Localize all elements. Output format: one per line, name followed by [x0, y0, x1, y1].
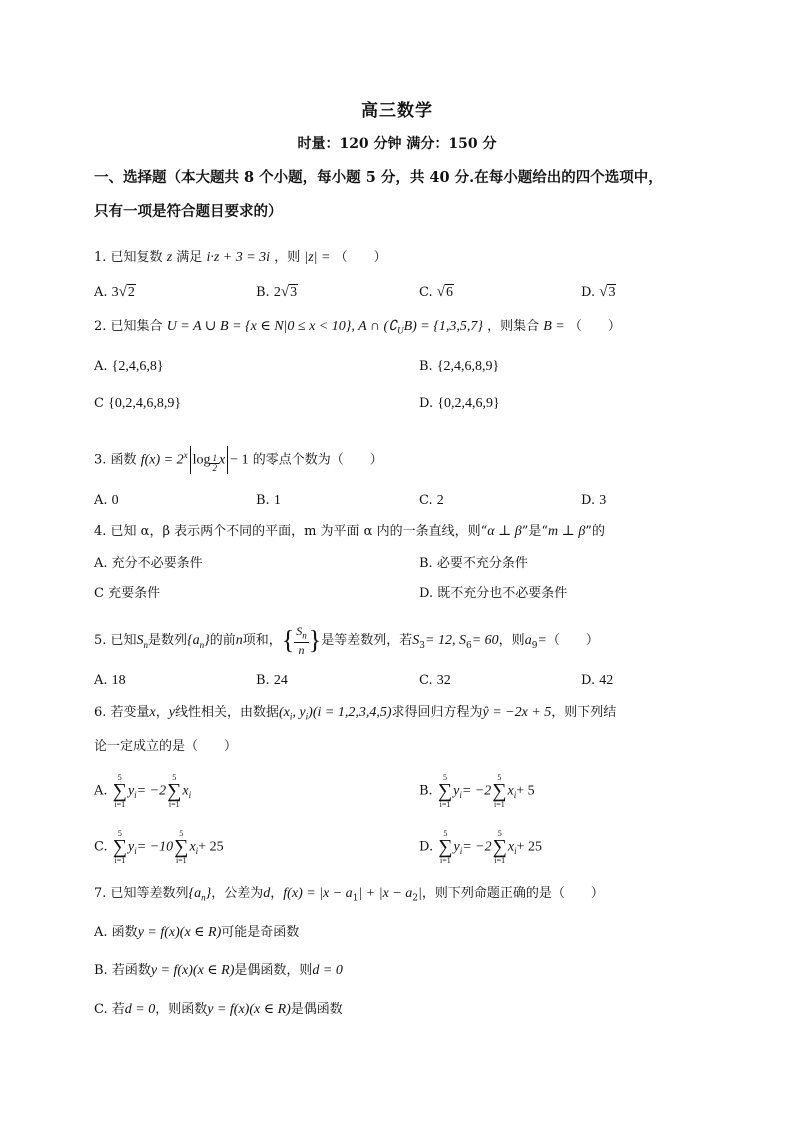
q2-option-d[interactable]: D. {0,2,4,6,9} [419, 396, 500, 411]
sigma-icon: 5 ∑ i=1 [174, 829, 189, 865]
sigma-icon: 5 ∑ i=1 [112, 829, 128, 865]
q2-option-c[interactable]: C {0,2,4,6,8,9} [94, 396, 182, 411]
sigma-icon: 5 ∑ i=1 [167, 773, 182, 809]
exam-info: 时量：120 分钟 满分：150 分 [297, 136, 497, 152]
q1-text3: ，则 [274, 250, 301, 265]
section-heading-line1: 一、选择题（本大题共 8 个小题，每小题 5 分，共 40 分.在每小题给出的四个选项中， [94, 169, 663, 186]
question-4: 4. 已知 α，β 表示两个不同的平面，m 为平面 α 内的一条直线，则“α ⊥ β”是“m ⊥ β”的 [94, 524, 605, 539]
q4-option-a[interactable]: A. 充分不必要条件 [94, 556, 203, 571]
q5-option-b[interactable]: B. 24 [256, 673, 288, 688]
q1-var: z [166, 250, 173, 265]
q1-paren: （ ） [334, 250, 387, 265]
q7-option-b[interactable]: B. 若函数y = f(x)(x ∈ R)是偶函数，则d = 0 [94, 963, 343, 978]
q1-option-d[interactable]: D. √3 [581, 284, 616, 300]
sigma-icon: 5 ∑ i=1 [112, 773, 127, 809]
q6-option-d[interactable]: D. 5 ∑ i=1 $y_i= -2$ 5 ∑ i=1 $x_i+ 25$ [419, 829, 543, 865]
q3-option-b[interactable]: B. 1 [256, 493, 281, 508]
q4-option-b[interactable]: B. 必要不充分条件 [419, 556, 528, 571]
q1-equation: i·z + 3 = 3i [206, 250, 271, 265]
question-5: 5. 已知$S_n$是数列$\{a_n\}$的前n项和，{ $\frac{S_n}{n}$ }是等差数列，若$S_3= 12$, $S_6= 60$，则$a_9=$（ ） [94, 624, 599, 658]
q2-option-a[interactable]: A. {2,4,6,8} [94, 359, 164, 374]
q1-option-a[interactable]: A. 3√2 [94, 284, 135, 300]
q6-option-a[interactable]: A. 5 ∑ i=1 $y_i= -2$ 5 ∑ i=1 $x_i$ [94, 773, 192, 809]
q2-option-b[interactable]: B. {2,4,6,8,9} [419, 359, 500, 374]
page-title: 高三数学 [361, 101, 433, 121]
q7-option-c[interactable]: C. 若d = 0，则函数y = f(x)(x ∈ R)是偶函数 [94, 1002, 343, 1017]
q1-text2: 满足 [176, 250, 203, 265]
q1-option-c[interactable]: C. √6 [419, 284, 453, 300]
question-3: 3. 函数 $f(x) = 2^x$ log $\frac{1}{2}$ x − 1 的零点个数为（ ） [94, 440, 734, 475]
question-2: 2. 已知集合 U = A ∪ B = {x ∈ N|0 ≤ x < 10}, A ∩ $(∁_UB) = \{1,3,5,7\}$ ，则集合 B = （ ） [94, 319, 621, 336]
q6-option-c[interactable]: C. 5 ∑ i=1 $y_i= -10$ 5 ∑ i=1 $x_i+ 25$ [94, 829, 224, 865]
question-6-line2: 论一定成立的是（ ） [94, 739, 238, 754]
sigma-icon: 5 ∑ i=1 [492, 829, 507, 865]
q5-option-d[interactable]: D. 42 [581, 673, 614, 688]
q1-text: 1. 已知复数 [94, 250, 163, 265]
q3-function: f(x) = 2 [140, 452, 184, 468]
question-1 [94, 247, 734, 269]
q3-option-a[interactable]: A. 0 [94, 493, 119, 508]
q3-option-d[interactable]: D. 3 [581, 493, 607, 508]
sigma-icon: 5 ∑ i=1 [438, 829, 453, 865]
q5-option-a[interactable]: A. 18 [94, 673, 126, 688]
q4-option-d[interactable]: D. 既不充分也不必要条件 [419, 586, 568, 601]
q5-option-c[interactable]: C. 32 [419, 673, 451, 688]
section-heading-line2: 只有一项是符合题目要求的） [94, 203, 283, 220]
question-6: 6. 若变量x，y线性相关，由数据($x_i$, $y_i)(i = 1,2,3,4,5)$求得回归方程为ŷ = −2x + 5，则下列结 [94, 705, 617, 722]
q2-set-def: U = A ∪ B = {x ∈ N|0 ≤ x < 10}, A ∩ (∁ [166, 319, 398, 334]
sigma-icon: 5 ∑ i=1 [492, 773, 507, 809]
q6-option-b[interactable]: B. 5 ∑ i=1 $y_i= -2$ 5 ∑ i=1 $x_i+ 5$ [419, 773, 535, 809]
q4-option-c[interactable]: C 充要条件 [94, 586, 161, 601]
sigma-icon: 5 ∑ i=1 [437, 773, 453, 809]
q3-option-c[interactable]: C. 2 [419, 493, 444, 508]
q7-option-a[interactable]: A. 函数y = f(x)(x ∈ R)可能是奇函数 [94, 925, 300, 940]
q1-modulus: |z| = [304, 250, 331, 265]
q1-option-b[interactable]: B. 2√3 [256, 284, 298, 300]
question-7: 7. 已知等差数列$\{a_n\}$，公差为d，$f(x) = |x - a_1| + |x - a_2|$，则下列命题正确的是（ ） [94, 886, 604, 904]
